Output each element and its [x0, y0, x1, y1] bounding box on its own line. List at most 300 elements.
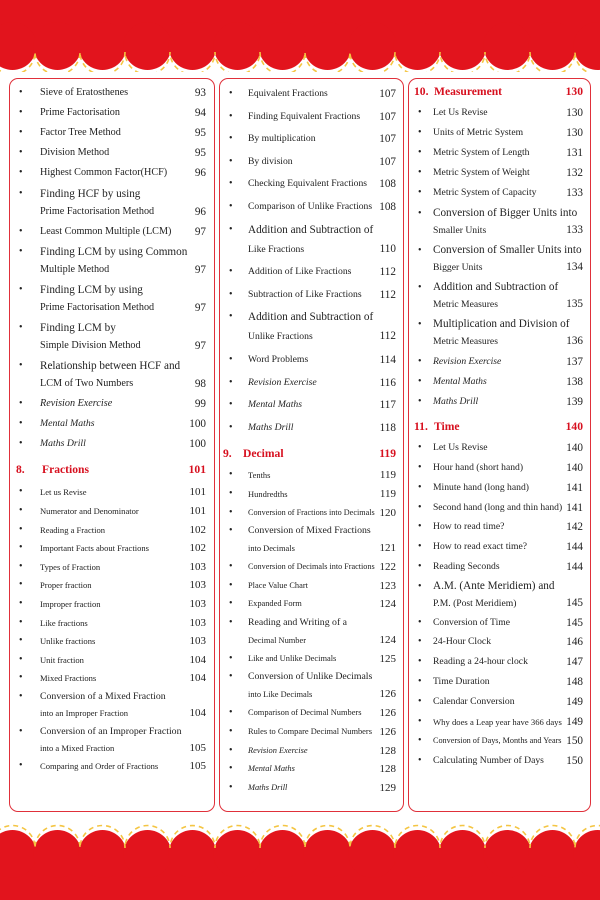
toc-entry-text: Reading a Fraction: [40, 524, 106, 535]
page-number: 95: [194, 127, 206, 140]
toc-entry-comparison-of-unlike-fractions: [229, 198, 396, 216]
bullet-icon: •: [19, 598, 23, 609]
contents-column-1: [9, 78, 215, 812]
toc-entry-maths-drill: [418, 393, 583, 411]
bullet-icon: •: [229, 354, 233, 365]
toc-entry-text: Conversion of a Mixed Fraction: [40, 691, 166, 702]
bullet-icon: •: [418, 695, 422, 707]
bullet-icon: •: [418, 735, 422, 747]
toc-entry-text: Revision Exercise: [433, 355, 502, 367]
page-number: 107: [379, 88, 396, 100]
toc-entry-text: Checking Equivalent Fractions: [248, 178, 368, 190]
toc-entry-text: Multiple Method: [40, 263, 110, 275]
toc-entry-text: Mental Maths: [40, 418, 95, 430]
toc-entry-time-duration: [418, 673, 583, 691]
toc-entry-addition-and-subtraction-of: [418, 279, 583, 314]
page-number: 149: [566, 695, 583, 708]
toc-entry-why-does-a-leap-year-have-366-days: [418, 713, 583, 731]
toc-entry-mental-maths: [229, 760, 396, 778]
toc-entry-conversion-of-fractions-into-decimals: [229, 504, 396, 522]
toc-entry-addition-and-subtraction-of: [229, 221, 396, 259]
toc-entry-by-division: [229, 153, 396, 171]
toc-entry-factor-tree-method: [19, 124, 206, 142]
toc-entry-text: Minute hand (long hand): [433, 481, 529, 493]
bullet-icon: •: [418, 580, 422, 592]
bullet-icon: •: [418, 656, 422, 668]
toc-entry-text: Numerator and Denominator: [40, 506, 139, 516]
toc-entry-maths-drill: [19, 435, 206, 453]
bullet-icon: •: [229, 223, 233, 235]
bullet-icon: •: [19, 283, 23, 295]
bullet-icon: •: [19, 760, 23, 772]
bullet-icon: •: [19, 486, 23, 498]
bullet-icon: •: [418, 481, 422, 493]
chapter-title: Measurement: [434, 85, 503, 98]
toc-entry-metric-system-of-capacity: [418, 184, 583, 202]
bullet-icon: •: [19, 87, 23, 98]
bullet-icon: •: [229, 652, 233, 664]
toc-entry-subtraction-of-like-fractions: [229, 286, 396, 304]
page-number: 112: [379, 330, 396, 343]
toc-entry-units-of-metric-system: [418, 124, 583, 142]
toc-entry-text: How to read exact time?: [433, 541, 528, 553]
toc-entry-text: Multiplication and Division of: [433, 317, 570, 330]
toc-entry-text: By multiplication: [248, 133, 316, 145]
toc-entry-text: Maths Drill: [40, 438, 86, 450]
page-number: 144: [566, 541, 583, 554]
page-number: 130: [566, 107, 583, 119]
page-number: 103: [189, 635, 206, 648]
toc-entry-hour-hand-short-hand: [418, 459, 583, 477]
toc-entry-conversion-of-bigger-units-into: [418, 205, 583, 240]
bullet-icon: •: [19, 147, 23, 159]
page-number: 150: [566, 735, 583, 748]
toc-entry-text: Unlike fractions: [40, 636, 96, 647]
toc-entry-finding-lcm-by-using-common: [19, 243, 206, 279]
bullet-icon: •: [418, 244, 422, 256]
toc-entry-finding-equivalent-fractions: [229, 108, 396, 126]
toc-entry-like-fractions: [19, 614, 206, 632]
toc-entry-text: Like fractions: [40, 617, 88, 628]
toc-entry-text: Finding LCM by using: [40, 283, 143, 296]
toc-entry-maths-drill: [229, 419, 396, 437]
bullet-icon: •: [19, 127, 23, 139]
chapter-heading-measurement: [414, 83, 583, 101]
toc-entry-text: How to read time?: [433, 521, 505, 533]
toc-entry-text: Simple Division Method: [40, 339, 141, 351]
toc-entry-text: Second hand (long and thin hand): [433, 501, 563, 513]
toc-entry-conversion-of-decimals-into-fractions: [229, 558, 396, 576]
chapter-number: 8.: [16, 463, 25, 477]
chapter-heading-time: [414, 418, 583, 436]
toc-entry-text: into Decimals: [248, 543, 295, 553]
bottom-scalloped-band: [0, 820, 600, 900]
page-number: 112: [379, 288, 396, 301]
toc-entry-text: Maths Drill: [248, 421, 294, 433]
bullet-icon: •: [418, 541, 422, 553]
toc-entry-important-facts-about-fractions: [19, 539, 206, 557]
toc-entry-text: Word Problems: [248, 354, 309, 365]
toc-entry-text: 24-Hour Clock: [433, 636, 492, 648]
toc-entry-text: Comparison of Decimal Numbers: [248, 708, 362, 718]
page-number: 123: [379, 579, 396, 592]
toc-entry-conversion-of-time: [418, 614, 583, 632]
bullet-icon: •: [229, 598, 233, 610]
page-number: 116: [379, 376, 396, 389]
toc-entry-text: Sieve of Eratosthenes: [40, 87, 129, 98]
bullet-icon: •: [229, 469, 233, 481]
toc-entry-relationship-between-hcf-and: [19, 357, 206, 393]
toc-entry-text: Conversion of Days, Months and Years: [433, 736, 562, 746]
bullet-icon: •: [19, 616, 23, 628]
bullet-icon: •: [229, 399, 233, 411]
toc-entry-types-of-fraction: [19, 558, 206, 576]
toc-entry-prime-factorisation: [19, 104, 206, 122]
page-number: 146: [566, 636, 583, 649]
toc-entry-addition-and-subtraction-of: [229, 308, 396, 346]
toc-entry-text: Decimal Number: [248, 635, 307, 645]
toc-entry-text: Maths Drill: [248, 782, 288, 792]
page-number: 97: [194, 263, 206, 276]
page-number: 140: [566, 462, 583, 474]
toc-entry-conversion-of-an-improper-fraction: [19, 723, 206, 757]
chapter-page-number: 140: [565, 420, 583, 434]
toc-entry-conversion-of-days-months-and-years: [418, 732, 583, 750]
toc-entry-conversion-of-mixed-fractions: [229, 522, 396, 557]
contents-column-2: [219, 78, 404, 812]
page-number: 102: [189, 523, 206, 536]
bullet-icon: •: [418, 107, 422, 118]
toc-entry-text: Subtraction of Like Fractions: [248, 288, 362, 300]
page-number: 128: [379, 744, 396, 757]
toc-entry-text: Finding LCM by: [40, 321, 116, 334]
bullet-icon: •: [229, 288, 233, 300]
bullet-icon: •: [19, 245, 23, 257]
toc-entry-conversion-of-smaller-units-into: [418, 242, 583, 277]
toc-entry-reading-seconds: [418, 558, 583, 576]
chapter-title: Time: [434, 420, 460, 434]
chapter-number: 11.: [414, 420, 428, 434]
bullet-icon: •: [229, 725, 233, 737]
page-number: 105: [189, 741, 206, 754]
toc-entry-text: Metric System of Length: [433, 147, 530, 159]
toc-entry-text: Hour hand (short hand): [433, 462, 524, 473]
toc-entry-comparing-and-order-of-fractions: [19, 757, 206, 775]
page-number: 101: [189, 486, 206, 499]
page-number: 100: [189, 438, 206, 451]
bullet-icon: •: [19, 725, 23, 737]
bullet-icon: •: [19, 225, 23, 237]
toc-entry-text: Factor Tree Method: [40, 127, 121, 139]
toc-entry-text: Proper fraction: [40, 580, 92, 591]
toc-entry-text: Hundredths: [248, 488, 288, 499]
page-number: 125: [379, 652, 396, 665]
toc-entry-text: Rules to Compare Decimal Numbers: [248, 726, 372, 736]
toc-entry-checking-equivalent-fractions: [229, 175, 396, 193]
bullet-icon: •: [19, 360, 23, 371]
toc-entry-comparison-of-decimal-numbers: [229, 704, 396, 722]
toc-entry-text: Like and Unlike Decimals: [248, 653, 337, 663]
page-number: 141: [566, 481, 583, 494]
chapter-number: 9.: [223, 447, 232, 461]
page-number: 102: [189, 542, 206, 555]
toc-entry-text: Maths Drill: [433, 396, 479, 408]
page-number: 136: [566, 335, 583, 348]
bullet-icon: •: [229, 487, 233, 499]
toc-entry-text: Prime Factorisation Method: [40, 301, 155, 313]
toc-entry-unlike-fractions: [19, 632, 206, 650]
page-number: 104: [189, 653, 206, 666]
page-number: 147: [566, 656, 583, 669]
toc-entry-text: Addition and Subtraction of: [248, 311, 374, 324]
toc-entry-text: Let us Revise: [40, 487, 87, 498]
bullet-icon: •: [418, 755, 422, 767]
page-number: 95: [194, 147, 206, 160]
toc-entry-hundredths: [229, 485, 396, 503]
toc-entry-text: into a Mixed Fraction: [40, 742, 115, 753]
bullet-icon: •: [418, 147, 422, 159]
toc-entry-revision-exercise: [19, 395, 206, 413]
toc-entry-text: Metric System of Weight: [433, 167, 530, 179]
toc-entry-metric-system-of-weight: [418, 164, 583, 182]
page-number: 135: [566, 298, 583, 311]
toc-entry-text: Let Us Revise: [433, 107, 488, 118]
bullet-icon: •: [418, 442, 422, 454]
toc-entry-text: Addition and Subtraction of: [248, 223, 374, 236]
toc-entry-second-hand-long-and-thin-hand: [418, 499, 583, 517]
page-number: 96: [194, 205, 206, 218]
bullet-icon: •: [229, 560, 233, 572]
bullet-icon: •: [418, 187, 422, 199]
toc-entry-reading-a-fraction: [19, 521, 206, 539]
page-number: 118: [379, 421, 396, 434]
toc-entry-finding-hcf-by-using: [19, 185, 206, 221]
toc-entry-text: Reading and Writing of a: [248, 617, 348, 628]
bullet-icon: •: [418, 167, 422, 179]
bullet-icon: •: [19, 418, 23, 430]
page-number: 126: [379, 707, 396, 720]
toc-entry-conversion-of-a-mixed-fraction: [19, 688, 206, 722]
toc-entry-text: Relationship between HCF and: [40, 360, 181, 372]
toc-entry-text: Expanded Form: [248, 599, 302, 609]
chapter-page-number: 101: [188, 463, 206, 477]
toc-entry-sieve-of-eratosthenes: [19, 84, 206, 102]
page-number: 98: [194, 378, 206, 390]
toc-entry-text: Unit fraction: [40, 654, 84, 665]
toc-entry-text: Comparison of Unlike Fractions: [248, 201, 373, 212]
bullet-icon: •: [418, 355, 422, 367]
page-number: 138: [566, 376, 583, 388]
bullet-icon: •: [229, 311, 233, 323]
bullet-icon: •: [418, 715, 422, 727]
page-number: 107: [379, 110, 396, 123]
page-number: 142: [566, 521, 583, 534]
bullet-icon: •: [229, 110, 233, 122]
bullet-icon: •: [229, 579, 233, 591]
toc-entry-finding-lcm-by: [19, 319, 206, 355]
toc-entry-text: Place Value Chart: [248, 580, 308, 590]
toc-entry-text: Comparing and Order of Fractions: [40, 761, 159, 772]
chapter-number: 10.: [414, 85, 429, 98]
toc-entry-like-and-unlike-decimals: [229, 650, 396, 668]
page-number: 149: [566, 715, 583, 728]
toc-entry-text: Conversion of Smaller Units into: [433, 243, 582, 256]
page-number: 134: [566, 261, 583, 274]
bullet-icon: •: [229, 707, 233, 719]
toc-entry-unit-fraction: [19, 651, 206, 669]
bullet-icon: •: [229, 133, 233, 145]
bullet-icon: •: [229, 201, 233, 212]
toc-entry-text: Reading a 24-hour clock: [433, 656, 528, 668]
chapter-heading-fractions: [16, 461, 206, 479]
toc-entry-text: LCM of Two Numbers: [40, 378, 134, 389]
bullet-icon: •: [19, 542, 23, 554]
bullet-icon: •: [19, 438, 23, 450]
page-number: 128: [379, 763, 396, 776]
page-number: 129: [379, 781, 396, 794]
bullet-icon: •: [418, 376, 422, 387]
toc-entry-text: Conversion of Time: [433, 616, 511, 628]
page-number: 148: [566, 676, 583, 688]
toc-entry-text: Least Common Multiple (LCM): [40, 225, 172, 237]
page-number: 117: [379, 399, 396, 412]
page-number: 94: [194, 107, 206, 120]
page-number: 133: [566, 187, 583, 200]
page-number: 124: [379, 633, 396, 646]
page-number: 101: [189, 505, 206, 517]
page-number: 104: [189, 707, 206, 719]
toc-entry-text: Metric Measures: [433, 336, 498, 348]
toc-entry-text: Tenths: [248, 470, 271, 481]
toc-entry-text: into an Improper Fraction: [40, 708, 129, 718]
bullet-icon: •: [418, 521, 422, 533]
contents-column-3: [408, 78, 591, 812]
toc-entry-reading-and-writing-of-a: [229, 614, 396, 649]
toc-entry-word-problems: [229, 351, 396, 369]
toc-entry-text: Addition and Subtraction of: [433, 280, 559, 293]
toc-entry-proper-fraction: [19, 576, 206, 594]
toc-entry-text: Metric Measures: [433, 299, 498, 311]
bullet-icon: •: [229, 266, 233, 278]
toc-entry-rules-to-compare-decimal-numbers: [229, 723, 396, 741]
toc-entry-how-to-read-time: [418, 518, 583, 536]
toc-entry-text: P.M. (Post Meridiem): [433, 597, 517, 609]
bullet-icon: •: [19, 653, 23, 665]
page-number: 140: [566, 442, 583, 455]
bullet-icon: •: [19, 523, 23, 535]
page-number: 150: [566, 755, 583, 768]
toc-entry-text: Prime Factorisation Method: [40, 205, 155, 217]
page-number: 120: [379, 506, 396, 519]
toc-entry-tenths: [229, 466, 396, 484]
bullet-icon: •: [19, 579, 23, 591]
toc-entry-text: Finding LCM by using Common: [40, 245, 188, 258]
bullet-icon: •: [229, 525, 233, 537]
toc-entry-text: A.M. (Ante Meridiem) and: [433, 579, 555, 592]
toc-entry-text: Like Fractions: [248, 243, 305, 255]
toc-entry-mental-maths: [418, 373, 583, 391]
toc-entry-conversion-of-unlike-decimals: [229, 668, 396, 703]
toc-entry-text: Calendar Conversion: [433, 695, 515, 707]
toc-entry-calculating-number-of-days: [418, 752, 583, 770]
bullet-icon: •: [229, 781, 233, 793]
toc-entry-numerator-and-denominator: [19, 502, 206, 520]
toc-entry-text: Bigger Units: [433, 262, 483, 274]
page-number: 139: [566, 396, 583, 409]
toc-entry-text: Division Method: [40, 147, 110, 159]
toc-entry-text: Highest Common Factor(HCF): [40, 167, 168, 179]
page-number: 97: [194, 225, 206, 238]
toc-entry-how-to-read-exact-time: [418, 538, 583, 556]
bullet-icon: •: [418, 616, 422, 628]
toc-entry-revision-exercise: [229, 742, 396, 760]
toc-entry-text: Smaller Units: [433, 225, 487, 236]
toc-entry-text: Reading Seconds: [433, 561, 500, 572]
page-number: 145: [566, 616, 583, 629]
page-number: 119: [379, 469, 396, 482]
toc-entry-text: Revision Exercise: [248, 376, 317, 388]
toc-entry-mixed-fractions: [19, 669, 206, 687]
toc-entry-text: Conversion of Fractions into Decimals: [248, 507, 375, 517]
toc-entry-text: Conversion of Bigger Units into: [433, 206, 578, 219]
bullet-icon: •: [418, 676, 422, 687]
page-number: 97: [194, 339, 206, 352]
toc-entry-text: Units of Metric System: [433, 127, 524, 139]
toc-entry-mental-maths: [229, 396, 396, 414]
page-number: 126: [379, 687, 396, 700]
page-number: 141: [566, 501, 583, 514]
bullet-icon: •: [418, 462, 422, 473]
bullet-icon: •: [19, 672, 23, 684]
toc-entry-text: Finding Equivalent Fractions: [248, 110, 361, 122]
toc-entry-mental-maths: [19, 415, 206, 433]
chapter-page-number: 130: [565, 85, 583, 98]
toc-entry-reading-a-24-hour-clock: [418, 653, 583, 671]
page-number: 107: [379, 155, 396, 168]
bullet-icon: •: [229, 763, 233, 775]
toc-entry-maths-drill: [229, 779, 396, 797]
toc-entry-metric-system-of-length: [418, 144, 583, 162]
bullet-icon: •: [229, 376, 233, 388]
bullet-icon: •: [418, 281, 422, 293]
chapter-title: Decimal: [243, 447, 284, 461]
toc-entry-let-us-revise: [19, 483, 206, 501]
page-number: 97: [194, 301, 206, 314]
toc-entry-improper-fraction: [19, 595, 206, 613]
toc-entry-revision-exercise: [229, 374, 396, 392]
toc-entry-text: Mixed Fractions: [40, 673, 97, 684]
page-number: 130: [566, 127, 583, 140]
page-number: 104: [189, 672, 206, 685]
bullet-icon: •: [19, 107, 23, 119]
page-number: 103: [189, 560, 206, 573]
toc-entry-text: Types of Fraction: [40, 561, 101, 572]
chapter-page-number: 119: [379, 447, 396, 461]
page-number: 96: [194, 167, 206, 180]
toc-entry-by-multiplication: [229, 130, 396, 148]
bullet-icon: •: [229, 744, 233, 756]
toc-entry-text: Revision Exercise: [248, 745, 308, 755]
page-number: 108: [379, 178, 396, 191]
page-number: 132: [566, 167, 583, 180]
bullet-icon: •: [19, 635, 23, 647]
top-scalloped-band: [0, 0, 600, 72]
page-number: 100: [189, 418, 206, 431]
toc-entry-revision-exercise: [418, 353, 583, 371]
toc-entry-text: Let Us Revise: [433, 442, 488, 454]
bullet-icon: •: [229, 671, 233, 683]
bullet-icon: •: [229, 506, 233, 518]
